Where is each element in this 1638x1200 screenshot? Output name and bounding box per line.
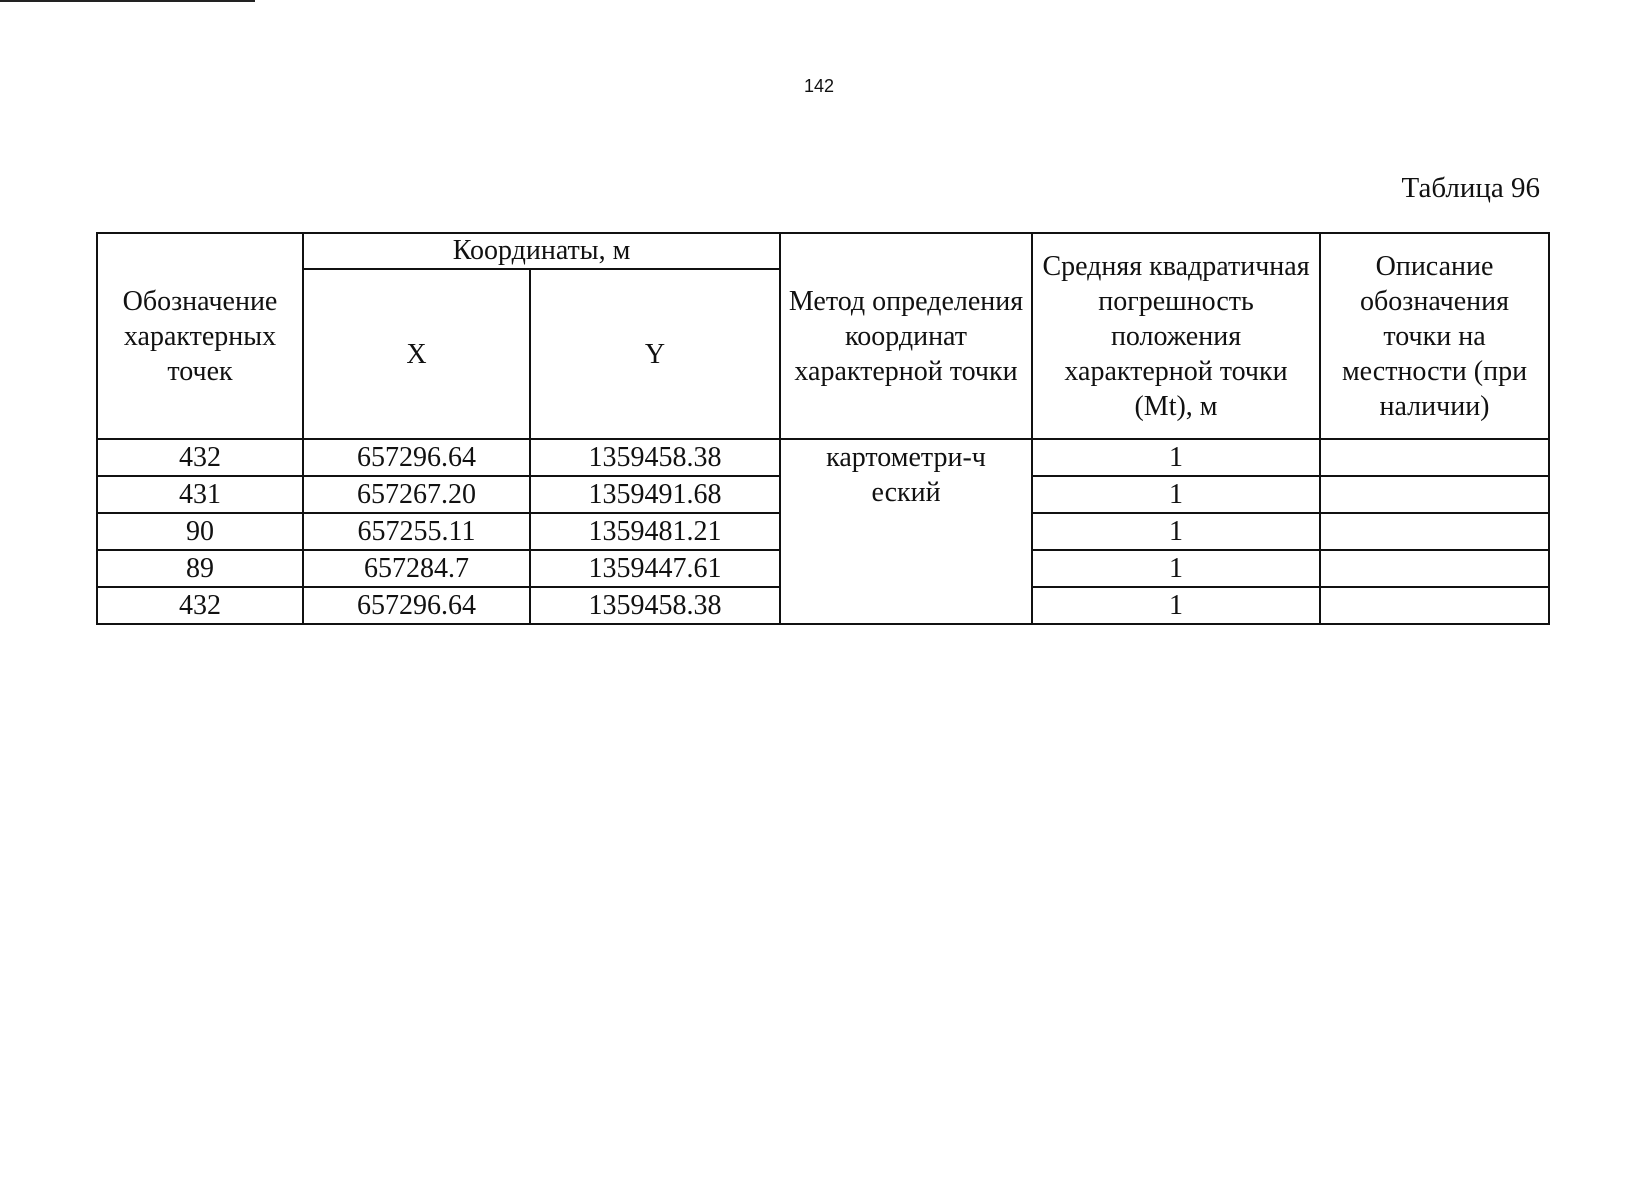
cell-x: 657255.11 [303,513,530,550]
cell-error: 1 [1032,439,1320,476]
cell-y: 1359447.61 [530,550,780,587]
header-point-designation: Обозначение характерных точек [97,233,303,439]
cell-method [780,439,1032,624]
header-coordinates-group: Координаты, м [303,233,780,269]
cell-point: 432 [97,587,303,624]
cell-description [1320,550,1549,587]
cell-error: 1 [1032,587,1320,624]
cell-point: 90 [97,513,303,550]
page-number: 142 [803,76,835,96]
header-x: X [303,269,530,439]
cell-error: 1 [1032,550,1320,587]
cell-y: 1359491.68 [530,476,780,513]
cell-x: 657284.7 [303,550,530,587]
cell-y: 1359458.38 [530,439,780,476]
cell-x: 657267.20 [303,476,530,513]
cell-error: 1 [1032,513,1320,550]
coordinates-table [96,232,1550,625]
header-y: Y [530,269,780,439]
cell-point: 89 [97,550,303,587]
cell-error: 1 [1032,476,1320,513]
cell-point: 431 [97,476,303,513]
table-caption: Таблица 96 [1401,172,1540,204]
header-method: Метод определения координат характерной точки [780,233,1032,439]
scan-edge-line [0,0,255,2]
cell-x: 657296.64 [303,439,530,476]
cell-description [1320,587,1549,624]
cell-description [1320,439,1549,476]
cell-description [1320,513,1549,550]
method-value: картометри-ческий [826,442,986,508]
header-point-description: Описание обозначения точки на местности (при наличии) [1320,233,1549,439]
cell-description [1320,476,1549,513]
table-row [97,439,1549,476]
cell-point: 432 [97,439,303,476]
cell-y: 1359458.38 [530,587,780,624]
cell-x: 657296.64 [303,587,530,624]
cell-y: 1359481.21 [530,513,780,550]
header-mean-square-error: Средняя квадратичная погрешность положения характерной точки (Mt), м [1032,233,1320,439]
